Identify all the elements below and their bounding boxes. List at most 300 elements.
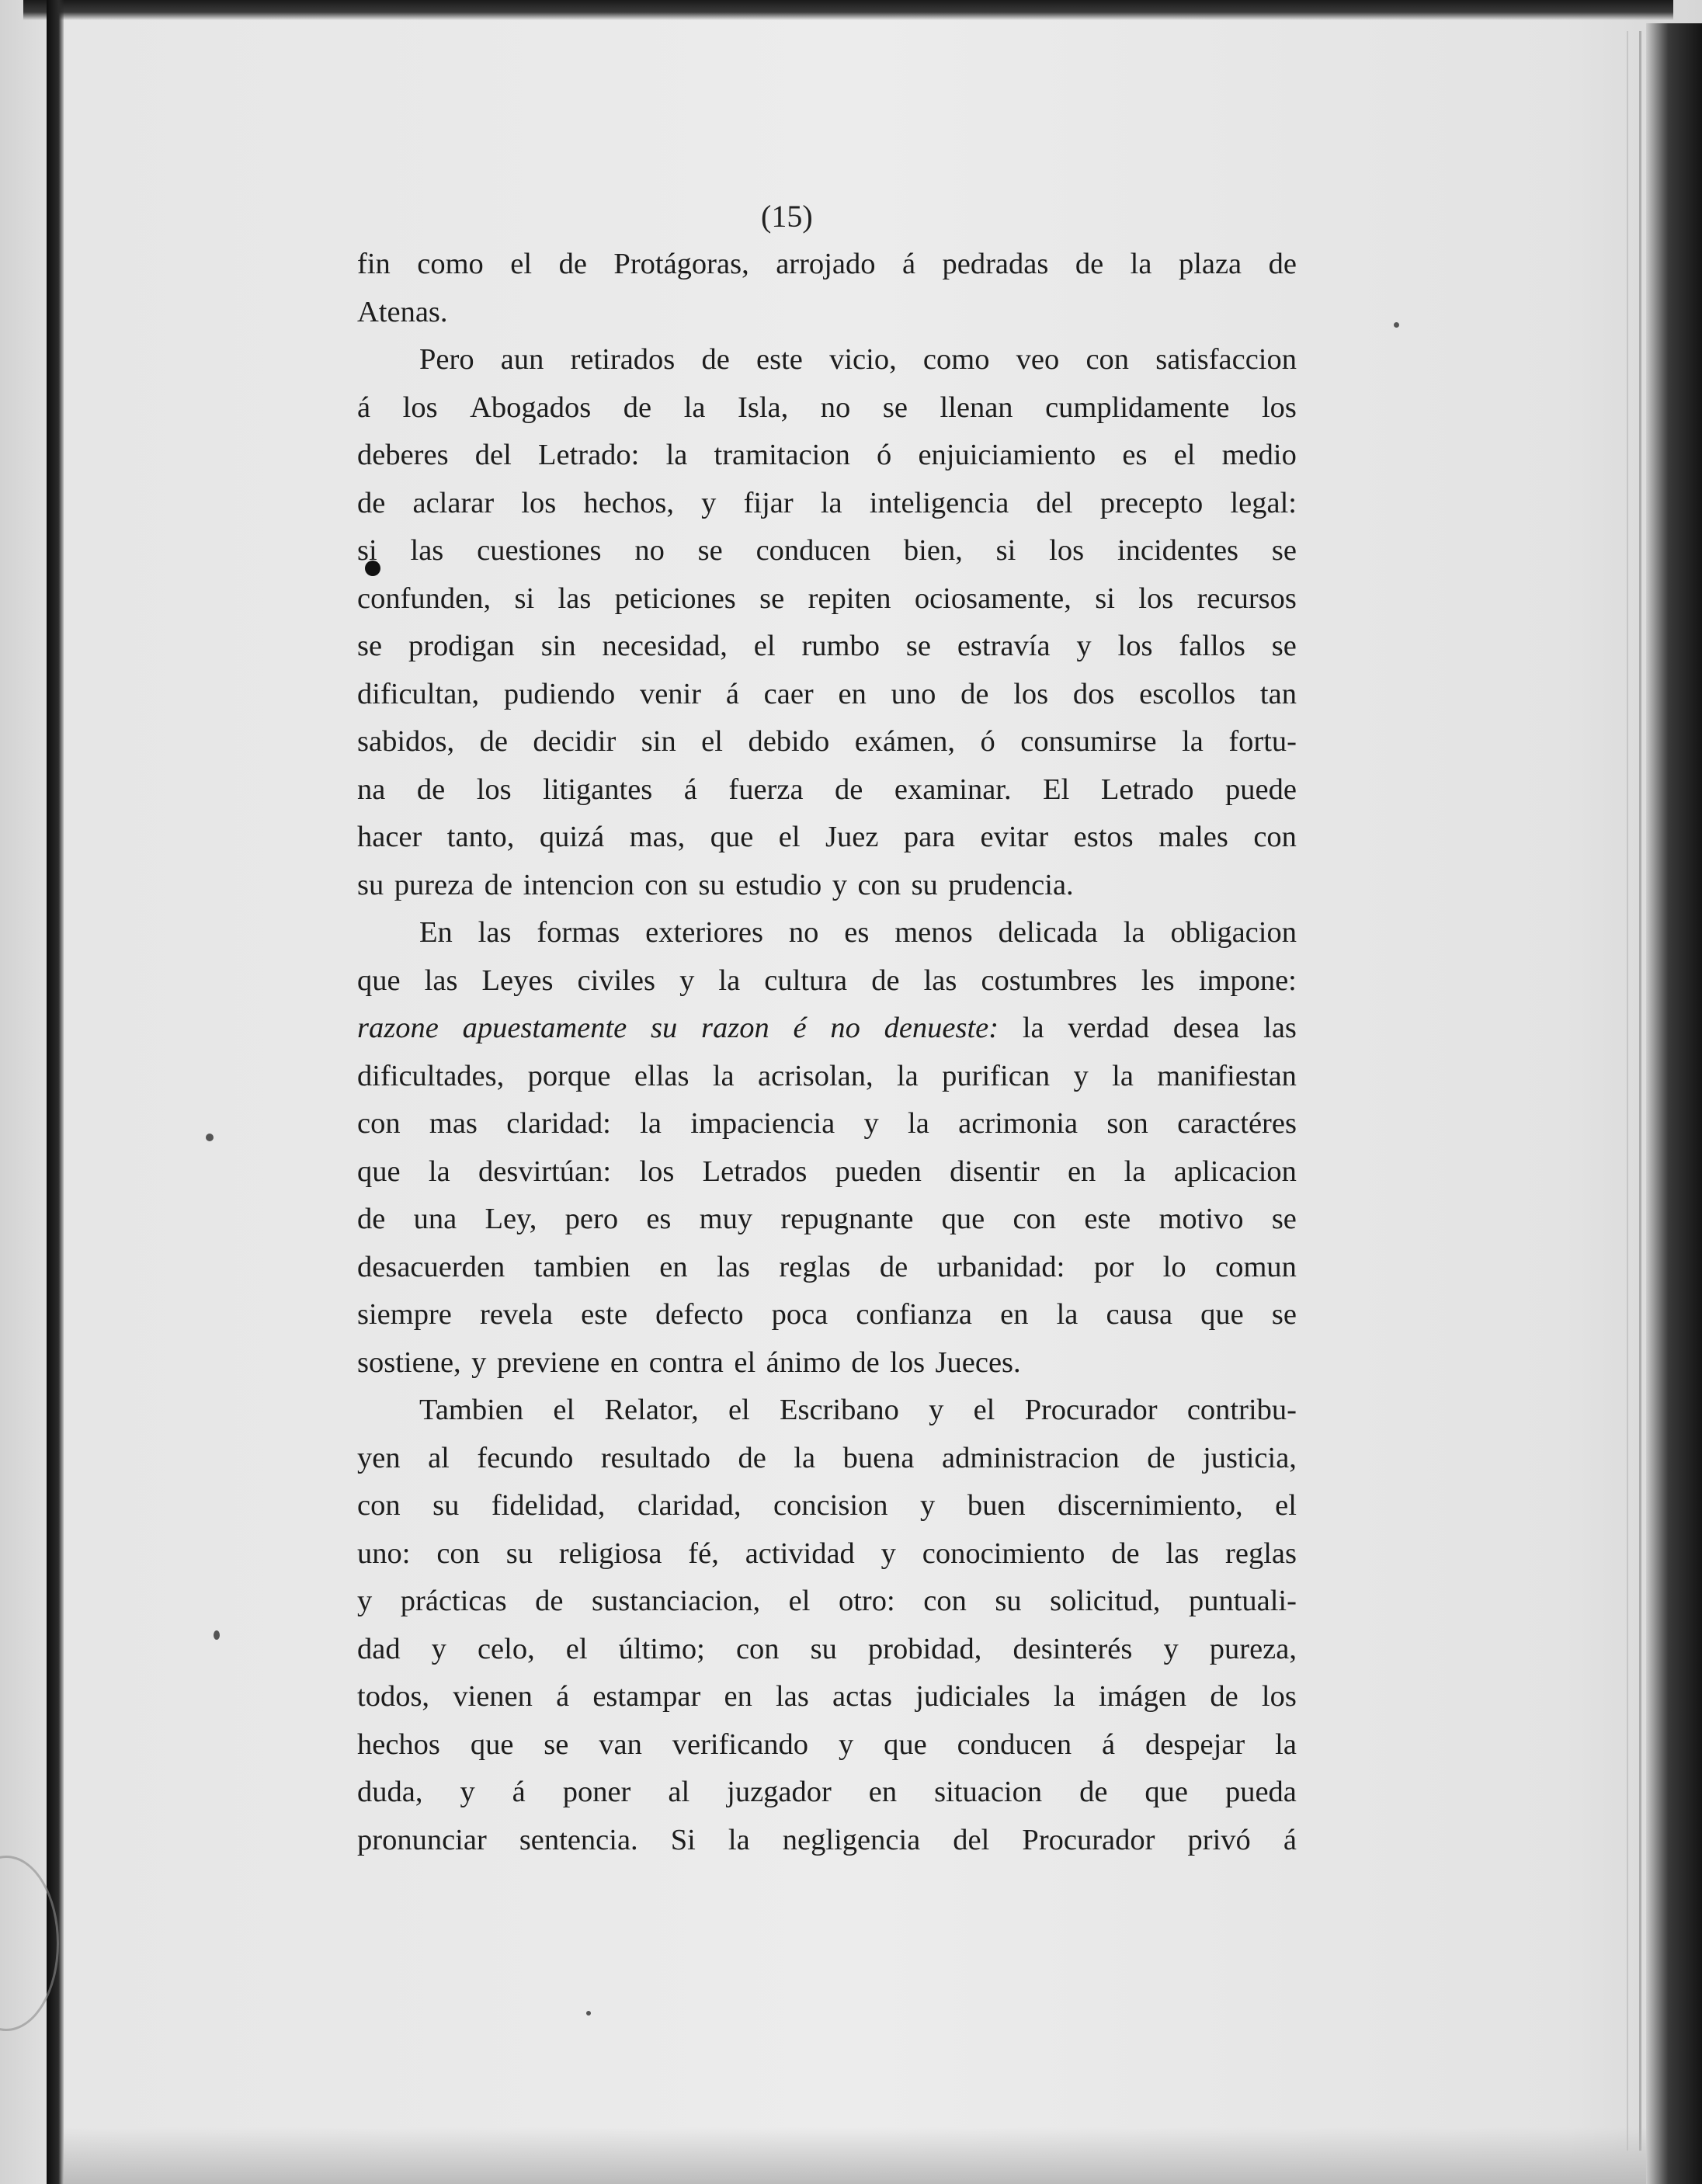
word: y [460, 1776, 475, 1808]
word: intencion [523, 868, 634, 901]
word: el [565, 1632, 588, 1665]
word: claridad: [506, 1107, 611, 1140]
word: venir [639, 677, 702, 710]
word: van [599, 1727, 642, 1761]
text-line [357, 623, 1297, 671]
word: cultura [764, 964, 848, 997]
text-line [357, 1482, 1297, 1530]
word: precepto [1099, 486, 1204, 519]
word: las [1263, 1012, 1297, 1044]
word: fuerza [728, 773, 804, 806]
word: Pero [419, 343, 474, 376]
word: la [428, 1154, 450, 1188]
word: delicada [998, 916, 1098, 949]
word: la [794, 1441, 816, 1474]
text-line [357, 957, 1297, 1005]
word: hacer [357, 821, 422, 853]
word: la [1275, 1727, 1297, 1761]
word: una [413, 1203, 457, 1235]
word: mas [429, 1107, 478, 1140]
word: deberes [357, 439, 449, 471]
word: las [717, 1250, 750, 1283]
word: privó [1187, 1823, 1251, 1856]
word: Tambien [419, 1394, 524, 1426]
word: la [896, 1059, 919, 1092]
word: con [735, 1632, 780, 1665]
word: con [436, 1536, 480, 1570]
text-line [357, 1673, 1297, 1721]
word: si [1095, 582, 1115, 615]
word: Relator, [604, 1394, 699, 1426]
word: disentir [950, 1154, 1040, 1188]
word: debido [748, 725, 830, 758]
word: Si [670, 1823, 696, 1856]
word: prudencia. [948, 868, 1074, 901]
word: de [1111, 1536, 1140, 1570]
word: reglas [779, 1250, 851, 1283]
word: es [844, 916, 870, 949]
word: los [1261, 1680, 1297, 1713]
word: tan [1259, 677, 1297, 710]
word: administracion [941, 1441, 1120, 1474]
word: este [581, 1298, 628, 1331]
word: concision [773, 1489, 888, 1522]
word: imágen [1098, 1680, 1187, 1713]
word: con [923, 1585, 967, 1617]
word: de [738, 1441, 766, 1474]
text-line [357, 1339, 1297, 1387]
word: los [1138, 582, 1174, 615]
word: cumplidamente [1045, 391, 1230, 424]
word: actas [832, 1680, 892, 1713]
word: satisfaccion [1155, 343, 1297, 376]
word: muy [699, 1203, 753, 1235]
bottom-shadow [64, 2127, 1646, 2184]
word: fecundo [477, 1441, 574, 1474]
text-line [357, 766, 1297, 814]
word: situacion [934, 1776, 1043, 1808]
word: impone: [1198, 964, 1297, 997]
word: El [1043, 773, 1070, 806]
word: Ley, [485, 1203, 537, 1235]
word: desacuerden [357, 1250, 505, 1283]
word: la [640, 1107, 662, 1140]
word: se [697, 534, 723, 567]
word: al [428, 1441, 450, 1474]
text-line [357, 1196, 1297, 1244]
word: su [505, 1536, 533, 1570]
word: estudio [735, 868, 822, 901]
word: vicio, [829, 343, 897, 376]
word: justicia, [1203, 1441, 1297, 1474]
page-edge [1627, 31, 1641, 2151]
word: menos [894, 916, 973, 949]
word: desvirtúan: [478, 1154, 612, 1188]
word: verdad [1068, 1012, 1150, 1044]
word: sostiene, [357, 1345, 461, 1379]
word: á [725, 677, 739, 710]
word: el [1275, 1489, 1297, 1522]
word: se [1271, 630, 1297, 662]
word: de [960, 677, 989, 710]
text-line [357, 1435, 1297, 1483]
word: legal: [1230, 486, 1297, 519]
page-number: (15) [761, 199, 813, 234]
word: acrisolan, [758, 1059, 874, 1092]
word: poca [771, 1298, 828, 1331]
word: se [759, 582, 785, 615]
text-line [357, 575, 1297, 623]
word: causa [1106, 1298, 1173, 1331]
word: fijar [743, 486, 794, 519]
word: contra [648, 1345, 724, 1379]
word: de [1268, 248, 1297, 280]
word: celo, [477, 1632, 535, 1665]
word: las [478, 916, 512, 949]
word: Letrados [702, 1154, 808, 1188]
word: no [820, 391, 851, 424]
word: juzgador [727, 1776, 832, 1808]
word: ociosamente, [914, 582, 1072, 615]
word: é [793, 1012, 807, 1044]
word: los [639, 1154, 675, 1188]
word: dificultan, [357, 677, 480, 710]
word: y [863, 1107, 879, 1140]
word: que [941, 1203, 985, 1235]
word: se [882, 391, 908, 424]
word: y [431, 1632, 446, 1665]
word: Atenas. [357, 295, 448, 328]
text-line [357, 480, 1297, 528]
word: Leyes [481, 964, 554, 997]
scan-border-left [47, 0, 64, 2184]
word: conducen [957, 1727, 1072, 1761]
text-line [357, 1626, 1297, 1674]
word: la [908, 1107, 929, 1140]
word: la [1124, 1154, 1146, 1188]
word: verificando [672, 1727, 809, 1761]
word: solicitud, [1050, 1585, 1161, 1617]
word: las [923, 964, 957, 997]
word: sin [641, 725, 676, 758]
word: los [1117, 630, 1153, 662]
word: se [357, 630, 383, 662]
word: con [1253, 821, 1297, 853]
word: y [920, 1489, 936, 1522]
text-line [357, 384, 1297, 432]
text-line [357, 1244, 1297, 1292]
word: con [644, 868, 688, 901]
word: escollos [1139, 677, 1236, 710]
word: arrojado [776, 248, 876, 280]
word: peticiones [614, 582, 736, 615]
word: de [1210, 1680, 1238, 1713]
word: desinterés [1013, 1632, 1133, 1665]
word: se [1271, 1298, 1297, 1331]
word: Jueces. [935, 1345, 1021, 1379]
word: revela [480, 1298, 554, 1331]
word: su [995, 1585, 1022, 1617]
word: razone [357, 1012, 439, 1044]
word: les [1141, 964, 1175, 997]
word: que [1145, 1776, 1188, 1808]
word: y [679, 964, 695, 997]
text-line [357, 1053, 1297, 1101]
word: litigantes [543, 773, 653, 806]
word: conducen [755, 534, 871, 567]
word: Isla, [738, 391, 789, 424]
word: la [1112, 1059, 1134, 1092]
word: la [1022, 1012, 1044, 1044]
word: si [995, 534, 1016, 567]
word: males [1158, 821, 1228, 853]
word: probidad, [867, 1632, 982, 1665]
word: Procurador [1022, 1823, 1155, 1856]
word: el [788, 1585, 811, 1617]
word: siempre [357, 1298, 452, 1331]
word: la [728, 1823, 750, 1856]
word: fin [357, 248, 391, 280]
word: Escribano [779, 1394, 899, 1426]
text-line [357, 241, 1297, 289]
text-line [357, 527, 1297, 575]
word: de [1147, 1441, 1176, 1474]
word: estos [1073, 821, 1134, 853]
word: impaciencia [690, 1107, 835, 1140]
word: en [659, 1250, 688, 1283]
word: fidelidad, [491, 1489, 606, 1522]
word: de [835, 773, 863, 806]
word: el [778, 821, 801, 853]
word: prácticas [400, 1585, 507, 1617]
word: y [1163, 1632, 1179, 1665]
word: manifiestan [1157, 1059, 1297, 1092]
word: el [701, 725, 723, 758]
word: de [535, 1585, 564, 1617]
word: si [357, 534, 377, 567]
word: reglas [1225, 1536, 1297, 1570]
word: tambien [533, 1250, 630, 1283]
word: la [1053, 1680, 1075, 1713]
word: del [1036, 486, 1073, 519]
word: su [698, 868, 725, 901]
word: inteligencia [869, 486, 1009, 519]
word: Protágoras, [613, 248, 749, 280]
word: judiciales [915, 1680, 1030, 1713]
word: con [357, 1107, 401, 1140]
word: sin [540, 630, 576, 662]
text-line [357, 909, 1297, 957]
word: este [1084, 1203, 1131, 1235]
word: uno [891, 677, 936, 710]
word: de [479, 725, 508, 758]
word: en [1000, 1298, 1029, 1331]
word: las [410, 534, 444, 567]
word: es [1122, 439, 1148, 471]
word: á [357, 391, 371, 424]
word: exteriores [645, 916, 763, 949]
word: los [1261, 391, 1297, 424]
word: defecto [655, 1298, 744, 1331]
text-line [357, 1817, 1297, 1865]
word: decidir [533, 725, 617, 758]
word: para [903, 821, 956, 853]
word: que [1200, 1298, 1244, 1331]
word: á [1101, 1727, 1116, 1761]
word: formas [537, 916, 620, 949]
word: ellas [634, 1059, 689, 1092]
word: acrimonia [958, 1107, 1079, 1140]
word: como [922, 343, 990, 376]
word: su [810, 1632, 837, 1665]
text-line [357, 289, 1297, 337]
word: las [424, 964, 458, 997]
text-line [357, 862, 1297, 910]
word: los [521, 486, 557, 519]
ink-speck [1394, 322, 1399, 328]
word: plaza [1178, 248, 1242, 280]
word: y [838, 1727, 854, 1761]
word: que [710, 821, 754, 853]
word: urbanidad: [936, 1250, 1065, 1283]
word: se [1271, 534, 1297, 567]
word: exámen, [854, 725, 956, 758]
word: de [416, 773, 446, 806]
word: el [753, 630, 776, 662]
word: repiten [808, 582, 891, 615]
word: el [734, 1345, 756, 1379]
word: examinar. [894, 773, 1012, 806]
word: dos [1072, 677, 1115, 710]
body-text [357, 241, 1297, 1864]
word: pudiendo [503, 677, 616, 710]
word: su [911, 868, 938, 901]
word: pero [564, 1203, 619, 1235]
word: dificultades, [357, 1059, 505, 1092]
word: mas, [629, 821, 686, 853]
word: resultado [600, 1441, 710, 1474]
word: religiosa [558, 1536, 662, 1570]
word: lo [1162, 1250, 1186, 1283]
word: á [683, 773, 697, 806]
word: tramitacion [714, 439, 850, 471]
word: y [701, 486, 717, 519]
text-line [357, 1769, 1297, 1817]
word: fallos [1179, 630, 1245, 662]
word: de [851, 1345, 880, 1379]
word: quizá [539, 821, 605, 853]
word: por [1093, 1250, 1134, 1283]
word: otro: [838, 1585, 895, 1617]
word: y [1076, 630, 1092, 662]
word: denueste: [884, 1012, 999, 1044]
word: pueden [835, 1154, 922, 1188]
word: este [756, 343, 803, 376]
word: uno: [357, 1536, 411, 1570]
word: yen [357, 1441, 401, 1474]
word: de [1079, 1776, 1108, 1808]
word: buen [967, 1489, 1026, 1522]
text-line [357, 1578, 1297, 1626]
word: En [419, 916, 453, 949]
word: caer [763, 677, 814, 710]
word: sustanciacion, [592, 1585, 761, 1617]
word: evitar [980, 821, 1049, 853]
word: duda, [357, 1776, 423, 1808]
word: pedradas [942, 248, 1049, 280]
word: su [357, 868, 384, 901]
word: las [1165, 1536, 1200, 1570]
word: se [1271, 1203, 1297, 1235]
word: que [470, 1727, 514, 1761]
word: de [1075, 248, 1104, 280]
word: su [651, 1012, 678, 1044]
word: Letrado: [537, 439, 640, 471]
word: del [474, 439, 512, 471]
word: la [712, 1059, 735, 1092]
word: que [357, 964, 401, 997]
word: poner [562, 1776, 631, 1808]
ink-speck [214, 1630, 220, 1640]
word: es [646, 1203, 672, 1235]
word: apuestamente [462, 1012, 627, 1044]
word: porque [527, 1059, 611, 1092]
word: el [510, 248, 533, 280]
word: el [728, 1394, 750, 1426]
word: sabidos, [357, 725, 455, 758]
word: son [1106, 1107, 1148, 1140]
word: comun [1215, 1250, 1297, 1283]
word: civiles [577, 964, 655, 997]
word: el [973, 1394, 995, 1426]
scan-border-top [23, 0, 1673, 20]
word: estampar [592, 1680, 701, 1713]
word: negligencia [782, 1823, 921, 1856]
word: al [668, 1776, 690, 1808]
word: en [1067, 1154, 1096, 1188]
word: pueda [1224, 1776, 1297, 1808]
word: vienen [453, 1680, 533, 1713]
word: con [857, 868, 901, 901]
word: claridad, [637, 1489, 742, 1522]
word: las [776, 1680, 809, 1713]
word: de [558, 248, 587, 280]
text-line [357, 814, 1297, 862]
word: necesidad, [602, 630, 728, 662]
word: de [484, 868, 513, 901]
word: y [357, 1585, 373, 1617]
word: pureza, [1209, 1632, 1297, 1665]
word: Procurador [1024, 1394, 1158, 1426]
text-line [357, 1387, 1297, 1435]
word: costumbres [981, 964, 1117, 997]
word: los [1013, 677, 1049, 710]
word: prodigan [408, 630, 515, 662]
word: la [1182, 725, 1204, 758]
word: el [1173, 439, 1196, 471]
word: su [432, 1489, 460, 1522]
word: los [402, 391, 438, 424]
word: la [1056, 1298, 1079, 1331]
word: razon [701, 1012, 769, 1044]
text-line [357, 432, 1297, 480]
word: del [953, 1823, 990, 1856]
word: á [512, 1776, 526, 1808]
word: tanto, [446, 821, 515, 853]
word: de [879, 1250, 908, 1283]
word: que [357, 1154, 401, 1188]
word: obligacion [1170, 916, 1297, 949]
